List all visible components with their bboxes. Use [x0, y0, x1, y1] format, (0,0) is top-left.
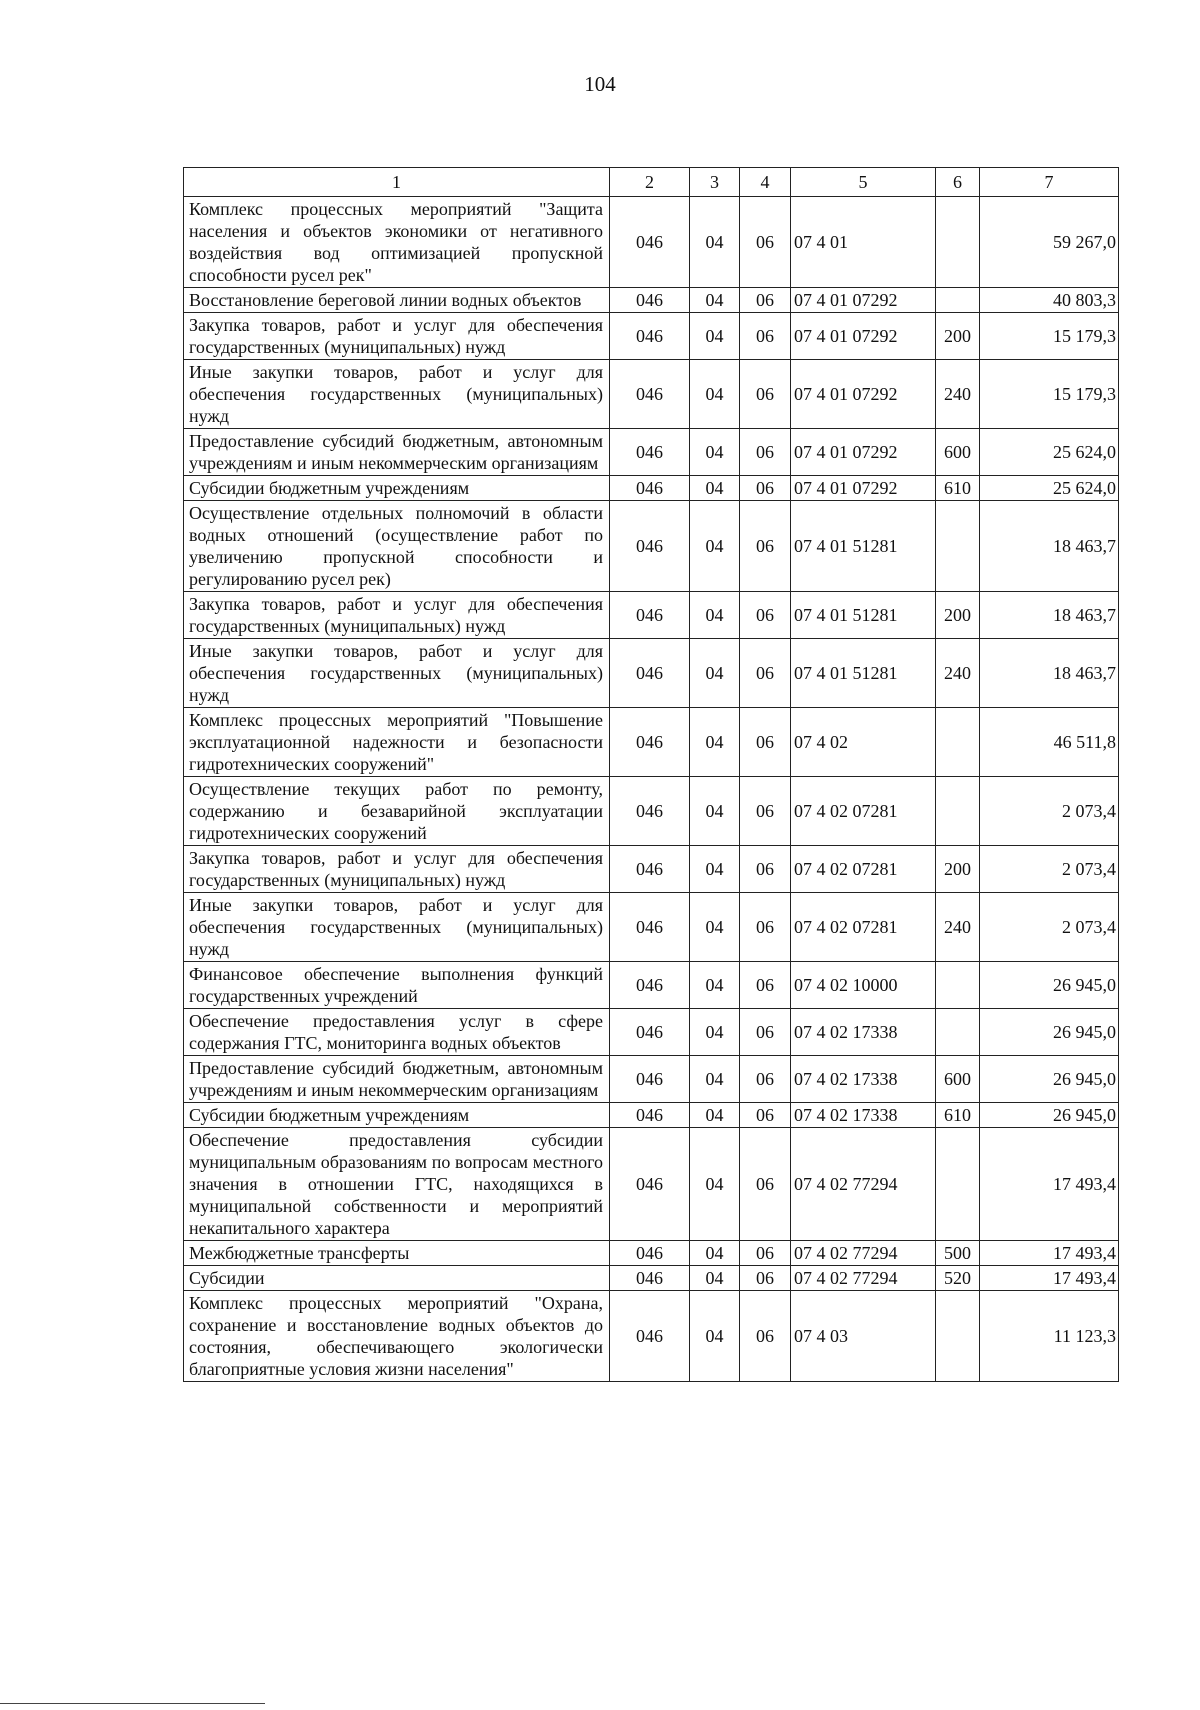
cell-name: Межбюджетные трансферты [184, 1241, 610, 1266]
header-row [184, 168, 1119, 197]
cell-grbs: 046 [610, 197, 690, 288]
cell-subsection: 06 [740, 1128, 791, 1241]
table-row [184, 1241, 1119, 1266]
cell-target-article: 07 4 01 51281 [791, 501, 936, 592]
cell-grbs: 046 [610, 962, 690, 1009]
cell-expense-type: 240 [936, 893, 980, 962]
cell-target-article: 07 4 02 [791, 708, 936, 777]
cell-amount: 26 945,0 [980, 1009, 1119, 1056]
cell-grbs: 046 [610, 1009, 690, 1056]
cell-grbs: 046 [610, 708, 690, 777]
cell-amount: 11 123,3 [980, 1291, 1119, 1382]
cell-amount: 26 945,0 [980, 1056, 1119, 1103]
cell-subsection: 06 [740, 1056, 791, 1103]
cell-subsection: 06 [740, 1241, 791, 1266]
table-row [184, 777, 1119, 846]
cell-expense-type [936, 501, 980, 592]
cell-expense-type: 240 [936, 639, 980, 708]
cell-grbs: 046 [610, 639, 690, 708]
cell-target-article: 07 4 01 51281 [791, 639, 936, 708]
cell-amount: 59 267,0 [980, 197, 1119, 288]
cell-amount: 2 073,4 [980, 893, 1119, 962]
cell-target-article: 07 4 02 07281 [791, 846, 936, 893]
cell-name: Обеспечение предоставления услуг в сфере содержания ГТС, мониторинга водных объектов [184, 1009, 610, 1056]
table-row [184, 1266, 1119, 1291]
cell-subsection: 06 [740, 639, 791, 708]
cell-expense-type [936, 1009, 980, 1056]
header-col-6: 6 [936, 168, 980, 197]
cell-expense-type: 520 [936, 1266, 980, 1291]
cell-target-article: 07 4 02 10000 [791, 962, 936, 1009]
cell-target-article: 07 4 01 07292 [791, 476, 936, 501]
cell-name: Закупка товаров, работ и услуг для обеспечения государственных (муниципальных) нужд [184, 592, 610, 639]
cell-expense-type: 610 [936, 1103, 980, 1128]
cell-amount: 25 624,0 [980, 476, 1119, 501]
table-row [184, 639, 1119, 708]
cell-section: 04 [690, 1103, 740, 1128]
cell-subsection: 06 [740, 1009, 791, 1056]
cell-subsection: 06 [740, 893, 791, 962]
cell-subsection: 06 [740, 313, 791, 360]
cell-name: Финансовое обеспечение выполнения функций государственных учреждений [184, 962, 610, 1009]
cell-target-article: 07 4 02 77294 [791, 1266, 936, 1291]
cell-expense-type [936, 197, 980, 288]
table-row [184, 962, 1119, 1009]
cell-subsection: 06 [740, 288, 791, 313]
cell-section: 04 [690, 846, 740, 893]
cell-expense-type [936, 962, 980, 1009]
cell-target-article: 07 4 02 77294 [791, 1128, 936, 1241]
cell-grbs: 046 [610, 313, 690, 360]
cell-amount: 26 945,0 [980, 1103, 1119, 1128]
cell-section: 04 [690, 777, 740, 846]
cell-subsection: 06 [740, 962, 791, 1009]
cell-section: 04 [690, 1009, 740, 1056]
cell-target-article: 07 4 01 07292 [791, 360, 936, 429]
header-col-7: 7 [980, 168, 1119, 197]
table-row [184, 313, 1119, 360]
cell-grbs: 046 [610, 1241, 690, 1266]
cell-subsection: 06 [740, 708, 791, 777]
cell-section: 04 [690, 708, 740, 777]
header-col-1: 1 [184, 168, 610, 197]
cell-name: Иные закупки товаров, работ и услуг для обеспечения государственных (муниципальных) нужд [184, 360, 610, 429]
cell-section: 04 [690, 313, 740, 360]
table-row [184, 501, 1119, 592]
cell-amount: 2 073,4 [980, 777, 1119, 846]
table-row [184, 1009, 1119, 1056]
scan-edge-line [0, 1703, 265, 1704]
table-row [184, 476, 1119, 501]
cell-subsection: 06 [740, 501, 791, 592]
cell-amount: 18 463,7 [980, 592, 1119, 639]
cell-amount: 17 493,4 [980, 1128, 1119, 1241]
header-col-2: 2 [610, 168, 690, 197]
cell-amount: 15 179,3 [980, 360, 1119, 429]
cell-grbs: 046 [610, 1056, 690, 1103]
cell-subsection: 06 [740, 476, 791, 501]
cell-name: Осуществление текущих работ по ремонту, содержанию и безаварийной эксплуатации гидротехнических сооружений [184, 777, 610, 846]
cell-section: 04 [690, 639, 740, 708]
cell-amount: 18 463,7 [980, 501, 1119, 592]
cell-grbs: 046 [610, 360, 690, 429]
cell-subsection: 06 [740, 1103, 791, 1128]
cell-subsection: 06 [740, 429, 791, 476]
cell-expense-type: 600 [936, 1056, 980, 1103]
cell-name: Комплекс процессных мероприятий "Охрана, сохранение и восстановление водных объектов до состояния, обеспечивающего экологически благоприятные условия жизни населения" [184, 1291, 610, 1382]
table-row [184, 846, 1119, 893]
cell-expense-type: 200 [936, 313, 980, 360]
cell-grbs: 046 [610, 777, 690, 846]
cell-subsection: 06 [740, 846, 791, 893]
cell-grbs: 046 [610, 1291, 690, 1382]
cell-section: 04 [690, 501, 740, 592]
table-row [184, 893, 1119, 962]
cell-section: 04 [690, 592, 740, 639]
cell-target-article: 07 4 02 77294 [791, 1241, 936, 1266]
cell-grbs: 046 [610, 429, 690, 476]
cell-target-article: 07 4 01 07292 [791, 288, 936, 313]
budget-table [183, 167, 1119, 1382]
cell-target-article: 07 4 02 17338 [791, 1009, 936, 1056]
cell-grbs: 046 [610, 846, 690, 893]
cell-name: Субсидии бюджетным учреждениям [184, 476, 610, 501]
cell-section: 04 [690, 1128, 740, 1241]
cell-grbs: 046 [610, 592, 690, 639]
cell-grbs: 046 [610, 893, 690, 962]
cell-expense-type: 200 [936, 592, 980, 639]
cell-amount: 26 945,0 [980, 962, 1119, 1009]
cell-section: 04 [690, 288, 740, 313]
cell-amount: 18 463,7 [980, 639, 1119, 708]
cell-name: Иные закупки товаров, работ и услуг для обеспечения государственных (муниципальных) нужд [184, 639, 610, 708]
cell-name: Закупка товаров, работ и услуг для обеспечения государственных (муниципальных) нужд [184, 313, 610, 360]
cell-name: Комплекс процессных мероприятий "Защита населения и объектов экономики от негативного воздействия вод оптимизацией пропускной способности русел рек" [184, 197, 610, 288]
cell-amount: 17 493,4 [980, 1266, 1119, 1291]
cell-subsection: 06 [740, 1291, 791, 1382]
cell-target-article: 07 4 01 [791, 197, 936, 288]
cell-target-article: 07 4 01 07292 [791, 429, 936, 476]
cell-subsection: 06 [740, 360, 791, 429]
cell-amount: 17 493,4 [980, 1241, 1119, 1266]
cell-target-article: 07 4 02 07281 [791, 777, 936, 846]
cell-grbs: 046 [610, 1103, 690, 1128]
cell-subsection: 06 [740, 197, 791, 288]
cell-grbs: 046 [610, 288, 690, 313]
cell-expense-type [936, 777, 980, 846]
cell-subsection: 06 [740, 777, 791, 846]
cell-subsection: 06 [740, 592, 791, 639]
cell-target-article: 07 4 01 07292 [791, 313, 936, 360]
table-row [184, 197, 1119, 288]
cell-name: Субсидии бюджетным учреждениям [184, 1103, 610, 1128]
page-number: 104 [584, 72, 616, 96]
cell-target-article: 07 4 02 17338 [791, 1103, 936, 1128]
cell-name: Обеспечение предоставления субсидии муниципальным образованиям по вопросам местного значения в отношении ГТС, находящихся в муниципальной собственности и мероприятий некапитального характера [184, 1128, 610, 1241]
table-row [184, 592, 1119, 639]
cell-expense-type [936, 288, 980, 313]
cell-section: 04 [690, 962, 740, 1009]
cell-section: 04 [690, 429, 740, 476]
cell-grbs: 046 [610, 1266, 690, 1291]
cell-amount: 2 073,4 [980, 846, 1119, 893]
cell-expense-type [936, 1291, 980, 1382]
table-row [184, 288, 1119, 313]
table-row [184, 708, 1119, 777]
cell-name: Предоставление субсидий бюджетным, автономным учреждениям и иным некоммерческим организациям [184, 1056, 610, 1103]
cell-expense-type: 610 [936, 476, 980, 501]
header-col-3: 3 [690, 168, 740, 197]
cell-section: 04 [690, 197, 740, 288]
cell-name: Предоставление субсидий бюджетным, автономным учреждениям и иным некоммерческим организациям [184, 429, 610, 476]
cell-section: 04 [690, 1291, 740, 1382]
cell-amount: 15 179,3 [980, 313, 1119, 360]
header-col-4: 4 [740, 168, 791, 197]
cell-amount: 25 624,0 [980, 429, 1119, 476]
cell-section: 04 [690, 1056, 740, 1103]
cell-expense-type [936, 708, 980, 777]
cell-name: Иные закупки товаров, работ и услуг для обеспечения государственных (муниципальных) нужд [184, 893, 610, 962]
cell-amount: 46 511,8 [980, 708, 1119, 777]
cell-grbs: 046 [610, 501, 690, 592]
cell-subsection: 06 [740, 1266, 791, 1291]
table-row [184, 1128, 1119, 1241]
cell-section: 04 [690, 476, 740, 501]
table-row [184, 1103, 1119, 1128]
cell-target-article: 07 4 02 07281 [791, 893, 936, 962]
cell-expense-type: 240 [936, 360, 980, 429]
table-row [184, 429, 1119, 476]
cell-name: Осуществление отдельных полномочий в области водных отношений (осуществление работ по увеличению пропускной способности и регулированию русел рек) [184, 501, 610, 592]
cell-name: Восстановление береговой линии водных объектов [184, 288, 610, 313]
cell-section: 04 [690, 1266, 740, 1291]
cell-target-article: 07 4 01 51281 [791, 592, 936, 639]
cell-grbs: 046 [610, 476, 690, 501]
cell-name: Субсидии [184, 1266, 610, 1291]
cell-name: Закупка товаров, работ и услуг для обеспечения государственных (муниципальных) нужд [184, 846, 610, 893]
cell-amount: 40 803,3 [980, 288, 1119, 313]
cell-expense-type: 600 [936, 429, 980, 476]
cell-name: Комплекс процессных мероприятий "Повышение эксплуатационной надежности и безопасности гидротехнических сооружений" [184, 708, 610, 777]
cell-grbs: 046 [610, 1128, 690, 1241]
table-row [184, 1291, 1119, 1382]
cell-expense-type: 200 [936, 846, 980, 893]
cell-section: 04 [690, 360, 740, 429]
table-row [184, 1056, 1119, 1103]
cell-section: 04 [690, 893, 740, 962]
table-body [184, 197, 1119, 1382]
cell-section: 04 [690, 1241, 740, 1266]
cell-expense-type: 500 [936, 1241, 980, 1266]
cell-target-article: 07 4 02 17338 [791, 1056, 936, 1103]
cell-target-article: 07 4 03 [791, 1291, 936, 1382]
table-row [184, 360, 1119, 429]
header-col-5: 5 [791, 168, 936, 197]
cell-expense-type [936, 1128, 980, 1241]
